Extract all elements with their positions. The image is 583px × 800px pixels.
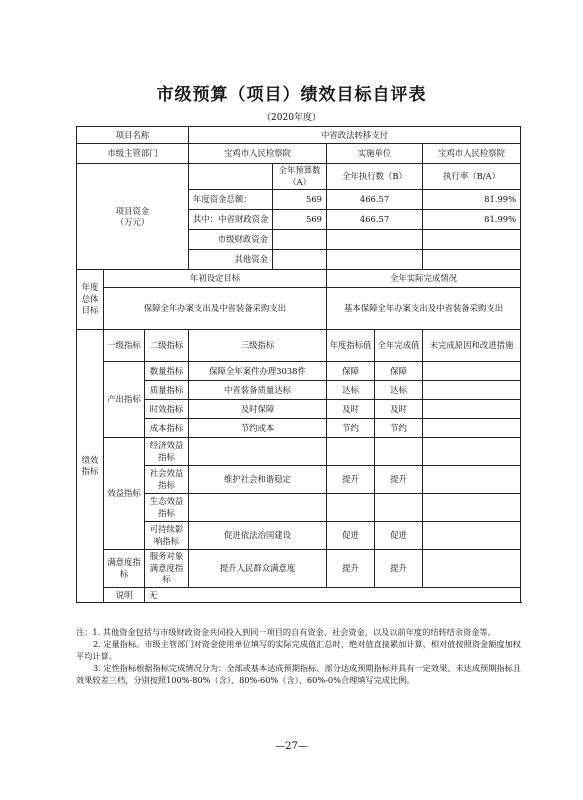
satisfaction-indicator-label: 满意度指标 [104,550,145,588]
actual-value: 及时 [375,400,423,419]
funds-rate-value [423,250,521,270]
table-row [77,127,521,144]
footnote: 2. 定量指标。市级主管部门对资金使用单位填写的实际完成值汇总时，绝对值直接累加计算，相对值按照资金额度加权平均计算。 [76,638,521,661]
l2-indicator: 成本指标 [145,419,189,438]
target-value: 提升 [327,550,375,588]
project-name-value: 中省政法转移支付 [189,127,521,144]
table-row [77,438,521,466]
reason-value [423,381,521,400]
perf-header-l2: 二级指标 [145,330,189,362]
table-row [77,288,521,330]
l2-indicator: 社会效益指标 [145,466,189,494]
actual-value: 节约 [375,419,423,438]
actual-value: 达标 [375,381,423,400]
reason-value [423,438,521,466]
reason-value [423,466,521,494]
fiscal-year: （2020年度） [262,113,321,123]
l3-indicator [189,438,327,466]
reason-value [423,400,521,419]
funds-executed-value [327,230,423,250]
table-row [77,164,521,190]
footnotes [76,627,524,686]
table-row [77,270,521,288]
perf-header-target: 年度指标值 [327,330,375,362]
target-value [327,494,375,522]
table-row [77,362,521,381]
page-number: —27— [275,741,308,752]
reason-value [423,362,521,381]
target-value: 及时 [327,400,375,419]
l3-indicator: 维护社会和谐稳定 [189,466,327,494]
dept-value: 宝鸡市人民检察院 [189,144,327,164]
target-value: 节约 [327,419,375,438]
actual-value: 保障 [375,362,423,381]
funds-rate-value: 81.99% [423,210,521,230]
perf-header-l3: 三级指标 [189,330,327,362]
target-value: 促进 [327,522,375,550]
overall-target: 保障全年办案支出及中省装备采购支出 [104,288,327,330]
actual-value: 提升 [375,550,423,588]
funds-header-rate: 执行率（B/A） [423,164,521,190]
actual-value [375,438,423,466]
l3-indicator: 促进依法治国建设 [189,522,327,550]
page-title: 市级预算（项目）绩效目标自评表 [156,85,427,105]
dept-label: 市级主管部门 [77,144,189,164]
l3-indicator: 及时保障 [189,400,327,419]
impl-value: 宝鸡市人民检察院 [423,144,521,164]
l2-indicator: 生态效益指标 [145,494,189,522]
impl-label: 实施单位 [327,144,423,164]
footnote: 注：1. 其他资金包括与市级财政资金共同投入到同一项目的自有资金、社会资金，以及以前年度的结转结余资金等。 [76,627,496,637]
target-value: 达标 [327,381,375,400]
funds-label-text: 项目资金 [115,206,150,217]
table-row [77,550,521,588]
funds-rate-value: 81.99% [423,190,521,210]
benefit-indicator-label: 效益指标 [104,438,145,550]
funds-header-executed: 全年执行数（B） [327,164,423,190]
output-indicator-label: 产出指标 [104,362,145,438]
funds-row-label: 年度资金总额： [189,190,273,210]
funds-budget-value [273,230,327,250]
l3-indicator: 中省装备质量达标 [189,381,327,400]
footnote: 3. 定性指标根据指标完成情况分为：全部或基本达成预期指标、部分达成预期指标并具有一定效果、未达成预期指标且效果较差三档，分别按照100%-80%（含）、80%-60%（含）、60%-0%合理填写完成比例。 [76,662,521,685]
actual-value: 促进 [375,522,423,550]
funds-rate-value [423,230,521,250]
perf-header-actual: 全年完成值 [375,330,423,362]
funds-row-label: 其他资金 [189,250,273,270]
table-row [77,330,521,362]
funds-budget-value: 569 [273,210,327,230]
actual-value [375,494,423,522]
remark-label: 说明 [104,588,145,603]
performance-table [76,126,521,603]
overall-actual: 基本保障全年办案支出及中省装备采购支出 [327,288,521,330]
funds-row-label: 其中：中省财政资金 [189,210,273,230]
perf-label: 绩效指标 [77,330,104,603]
funds-budget-value [273,250,327,270]
l2-indicator: 服务对象满意度指标 [145,550,189,588]
reason-value [423,550,521,588]
actual-value: 提升 [375,466,423,494]
funds-header-budget: 全年预算数（A） [273,164,327,190]
remark-value: 无 [145,588,521,603]
funds-executed-value: 466.57 [327,210,423,230]
funds-header-blank [189,164,273,190]
reason-value [423,522,521,550]
l3-indicator [189,494,327,522]
target-value [327,438,375,466]
perf-header-reason: 未完成原因和改进措施 [423,330,521,362]
overall-target-header: 年初设定目标 [104,270,327,288]
l3-indicator: 节约成本 [189,419,327,438]
l2-indicator: 质量指标 [145,381,189,400]
table-row [77,588,521,603]
l2-indicator: 数量指标 [145,362,189,381]
l3-indicator: 提升人民群众满意度 [189,550,327,588]
perf-header-l1: 一级指标 [104,330,145,362]
reason-value [423,419,521,438]
funds-row-label: 市级财政资金 [189,230,273,250]
overall-goal-label: 年度总体目标 [77,270,104,330]
funds-label [77,164,189,270]
l2-indicator: 时效指标 [145,400,189,419]
l3-indicator: 保障全年案件办理3038件 [189,362,327,381]
funds-executed-value: 466.57 [327,190,423,210]
table-row [77,144,521,164]
target-value: 提升 [327,466,375,494]
overall-actual-header: 全年实际完成情况 [327,270,521,288]
target-value: 保障 [327,362,375,381]
project-name-label: 项目名称 [77,127,189,144]
l2-indicator: 可持续影响指标 [145,522,189,550]
funds-unit: （万元） [115,216,150,227]
funds-executed-value [327,250,423,270]
l2-indicator: 经济效益指标 [145,438,189,466]
funds-budget-value: 569 [273,190,327,210]
reason-value [423,494,521,522]
